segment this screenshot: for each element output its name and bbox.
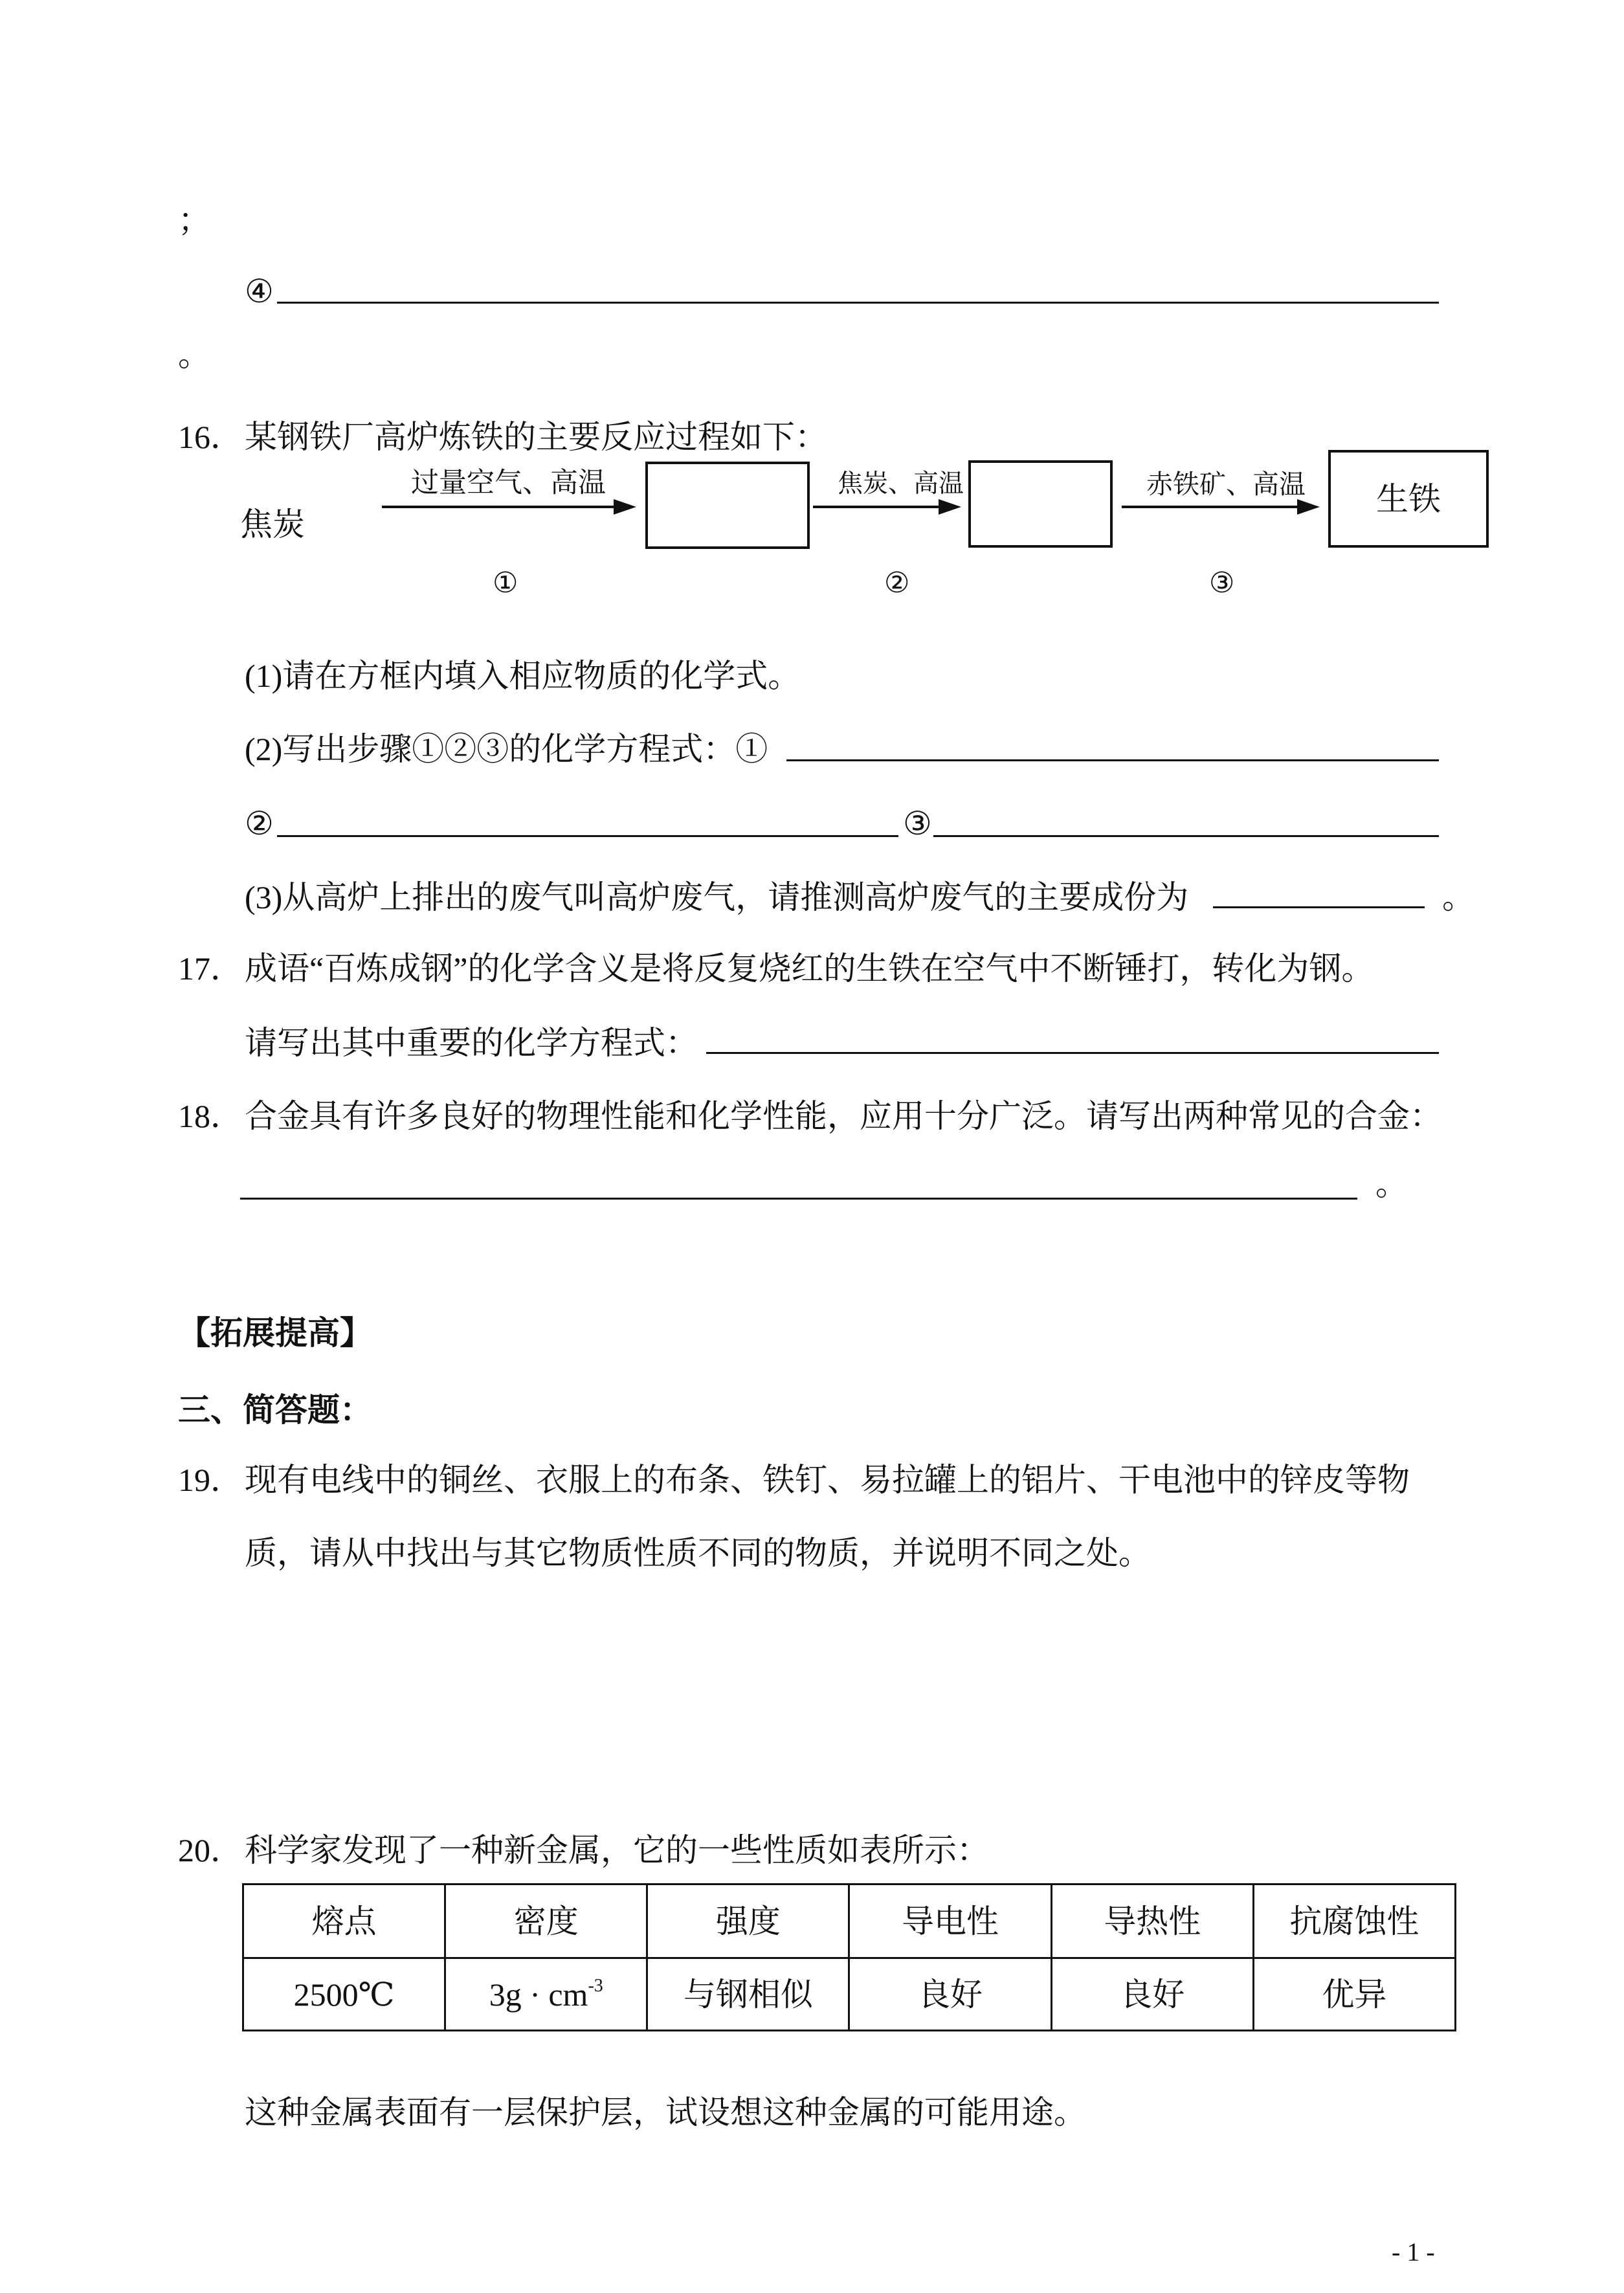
q16-part-2: (2)写出步骤①②③的化学方程式：① — [245, 731, 768, 767]
answer-box-1 — [645, 462, 810, 549]
answer-blank — [786, 759, 1439, 761]
arrow-condition-3: 赤铁矿、高温 — [1146, 469, 1306, 499]
answer-box-2 — [968, 460, 1113, 548]
answer-blank — [1213, 906, 1425, 908]
question-number-16: 16． — [178, 419, 243, 455]
question-text-19-line2: 质，请从中找出与其它物质性质不同的物质，并说明不同之处。 — [245, 1535, 1151, 1571]
section-subtitle: 三、简答题： — [178, 1391, 372, 1429]
answer-blank — [933, 835, 1439, 837]
page-number: - 1 - — [1392, 2237, 1435, 2266]
table-header-cell: 抗腐蚀性 — [1253, 1885, 1455, 1958]
final-product-label: 生铁 — [1376, 480, 1441, 517]
answer-blank — [706, 1052, 1439, 1054]
answer-blank — [240, 1198, 1357, 1200]
question-text-19-line1: 现有电线中的铜丝、衣服上的布条、铁钉、易拉罐上的铝片、干电池中的锌皮等物 — [245, 1462, 1410, 1498]
question-text-17-line2: 请写出其中重要的化学方程式： — [245, 1025, 698, 1061]
step-index-3 — [1209, 567, 1248, 599]
question-text-18: 合金具有许多良好的物理性能和化学性能，应用十分广泛。请写出两种常见的合金： — [245, 1098, 1442, 1134]
question-text-20: 科学家发现了一种新金属，它的一些性质如表所示： — [245, 1832, 989, 1868]
answer-blank — [277, 302, 1439, 304]
question-text-16: 某钢铁厂高炉炼铁的主要反应过程如下： — [245, 419, 827, 455]
table-header-row — [243, 1885, 1456, 1958]
table-header-cell: 熔点 — [243, 1885, 445, 1958]
table-cell — [445, 1958, 647, 2031]
table-cell: 2500℃ — [243, 1958, 445, 2031]
question-text-20-followup: 这种金属表面有一层保护层，试设想这种金属的可能用途。 — [245, 2094, 1086, 2131]
final-product-box — [1328, 450, 1489, 548]
semicolon-fragment: ； — [178, 202, 210, 238]
q16-part-1: (1)请在方框内填入相应物质的化学式。 — [245, 658, 801, 694]
arrow-step-3 — [1122, 499, 1320, 515]
step-index-1-label: ① — [493, 567, 518, 599]
q16-part-3: (3)从高炉上排出的废气叫高炉废气，请推测高炉废气的主要成份为 — [245, 879, 1189, 915]
question-number-17: 17． — [178, 950, 243, 987]
blank-label-4: ④ — [245, 273, 274, 309]
properties-table — [242, 1883, 1456, 2031]
question-number-18: 18． — [178, 1098, 243, 1134]
arrow-step-2 — [813, 499, 961, 515]
step-index-2-label: ② — [884, 567, 910, 599]
table-cell: 与钢相似 — [647, 1958, 849, 2031]
arrow-condition-2: 焦炭、高温 — [838, 470, 964, 498]
period-fragment: 。 — [178, 337, 210, 373]
question-text-17: 成语“百炼成钢”的化学含义是将反复烧红的生铁在空气中不断锤打，转化为钢。 — [245, 950, 1374, 987]
density-exponent: -3 — [588, 1975, 603, 1996]
process-arrows — [0, 0, 1624, 647]
table-row — [243, 1958, 1456, 2031]
q16-part-2-label-c: ③ — [903, 805, 932, 842]
table-cell: 优异 — [1253, 1958, 1455, 2031]
table-header-cell: 强度 — [647, 1885, 849, 1958]
diagram-start-label: 焦炭 — [240, 506, 305, 542]
step-index-3-label: ③ — [1209, 567, 1235, 599]
table-header-cell: 密度 — [445, 1885, 647, 1958]
answer-blank — [277, 835, 898, 837]
q18-end: 。 — [1375, 1166, 1408, 1202]
arrow-step-1 — [382, 499, 636, 515]
step-index-1 — [493, 567, 531, 599]
question-number-20: 20． — [178, 1832, 243, 1868]
table-header-cell: 导电性 — [849, 1885, 1051, 1958]
table-cell: 良好 — [1051, 1958, 1253, 2031]
q16-part-2-label-b: ② — [245, 805, 274, 842]
table-header-cell: 导热性 — [1051, 1885, 1253, 1958]
section-title: 【拓展提高】 — [178, 1314, 372, 1352]
arrow-condition-1: 过量空气、高温 — [411, 468, 606, 498]
table-cell: 良好 — [849, 1958, 1051, 2031]
step-index-2 — [884, 567, 923, 599]
q16-part-3-end: 。 — [1442, 879, 1474, 915]
question-number-19: 19． — [178, 1462, 243, 1498]
density-value: 3g · cm — [489, 1976, 588, 2013]
